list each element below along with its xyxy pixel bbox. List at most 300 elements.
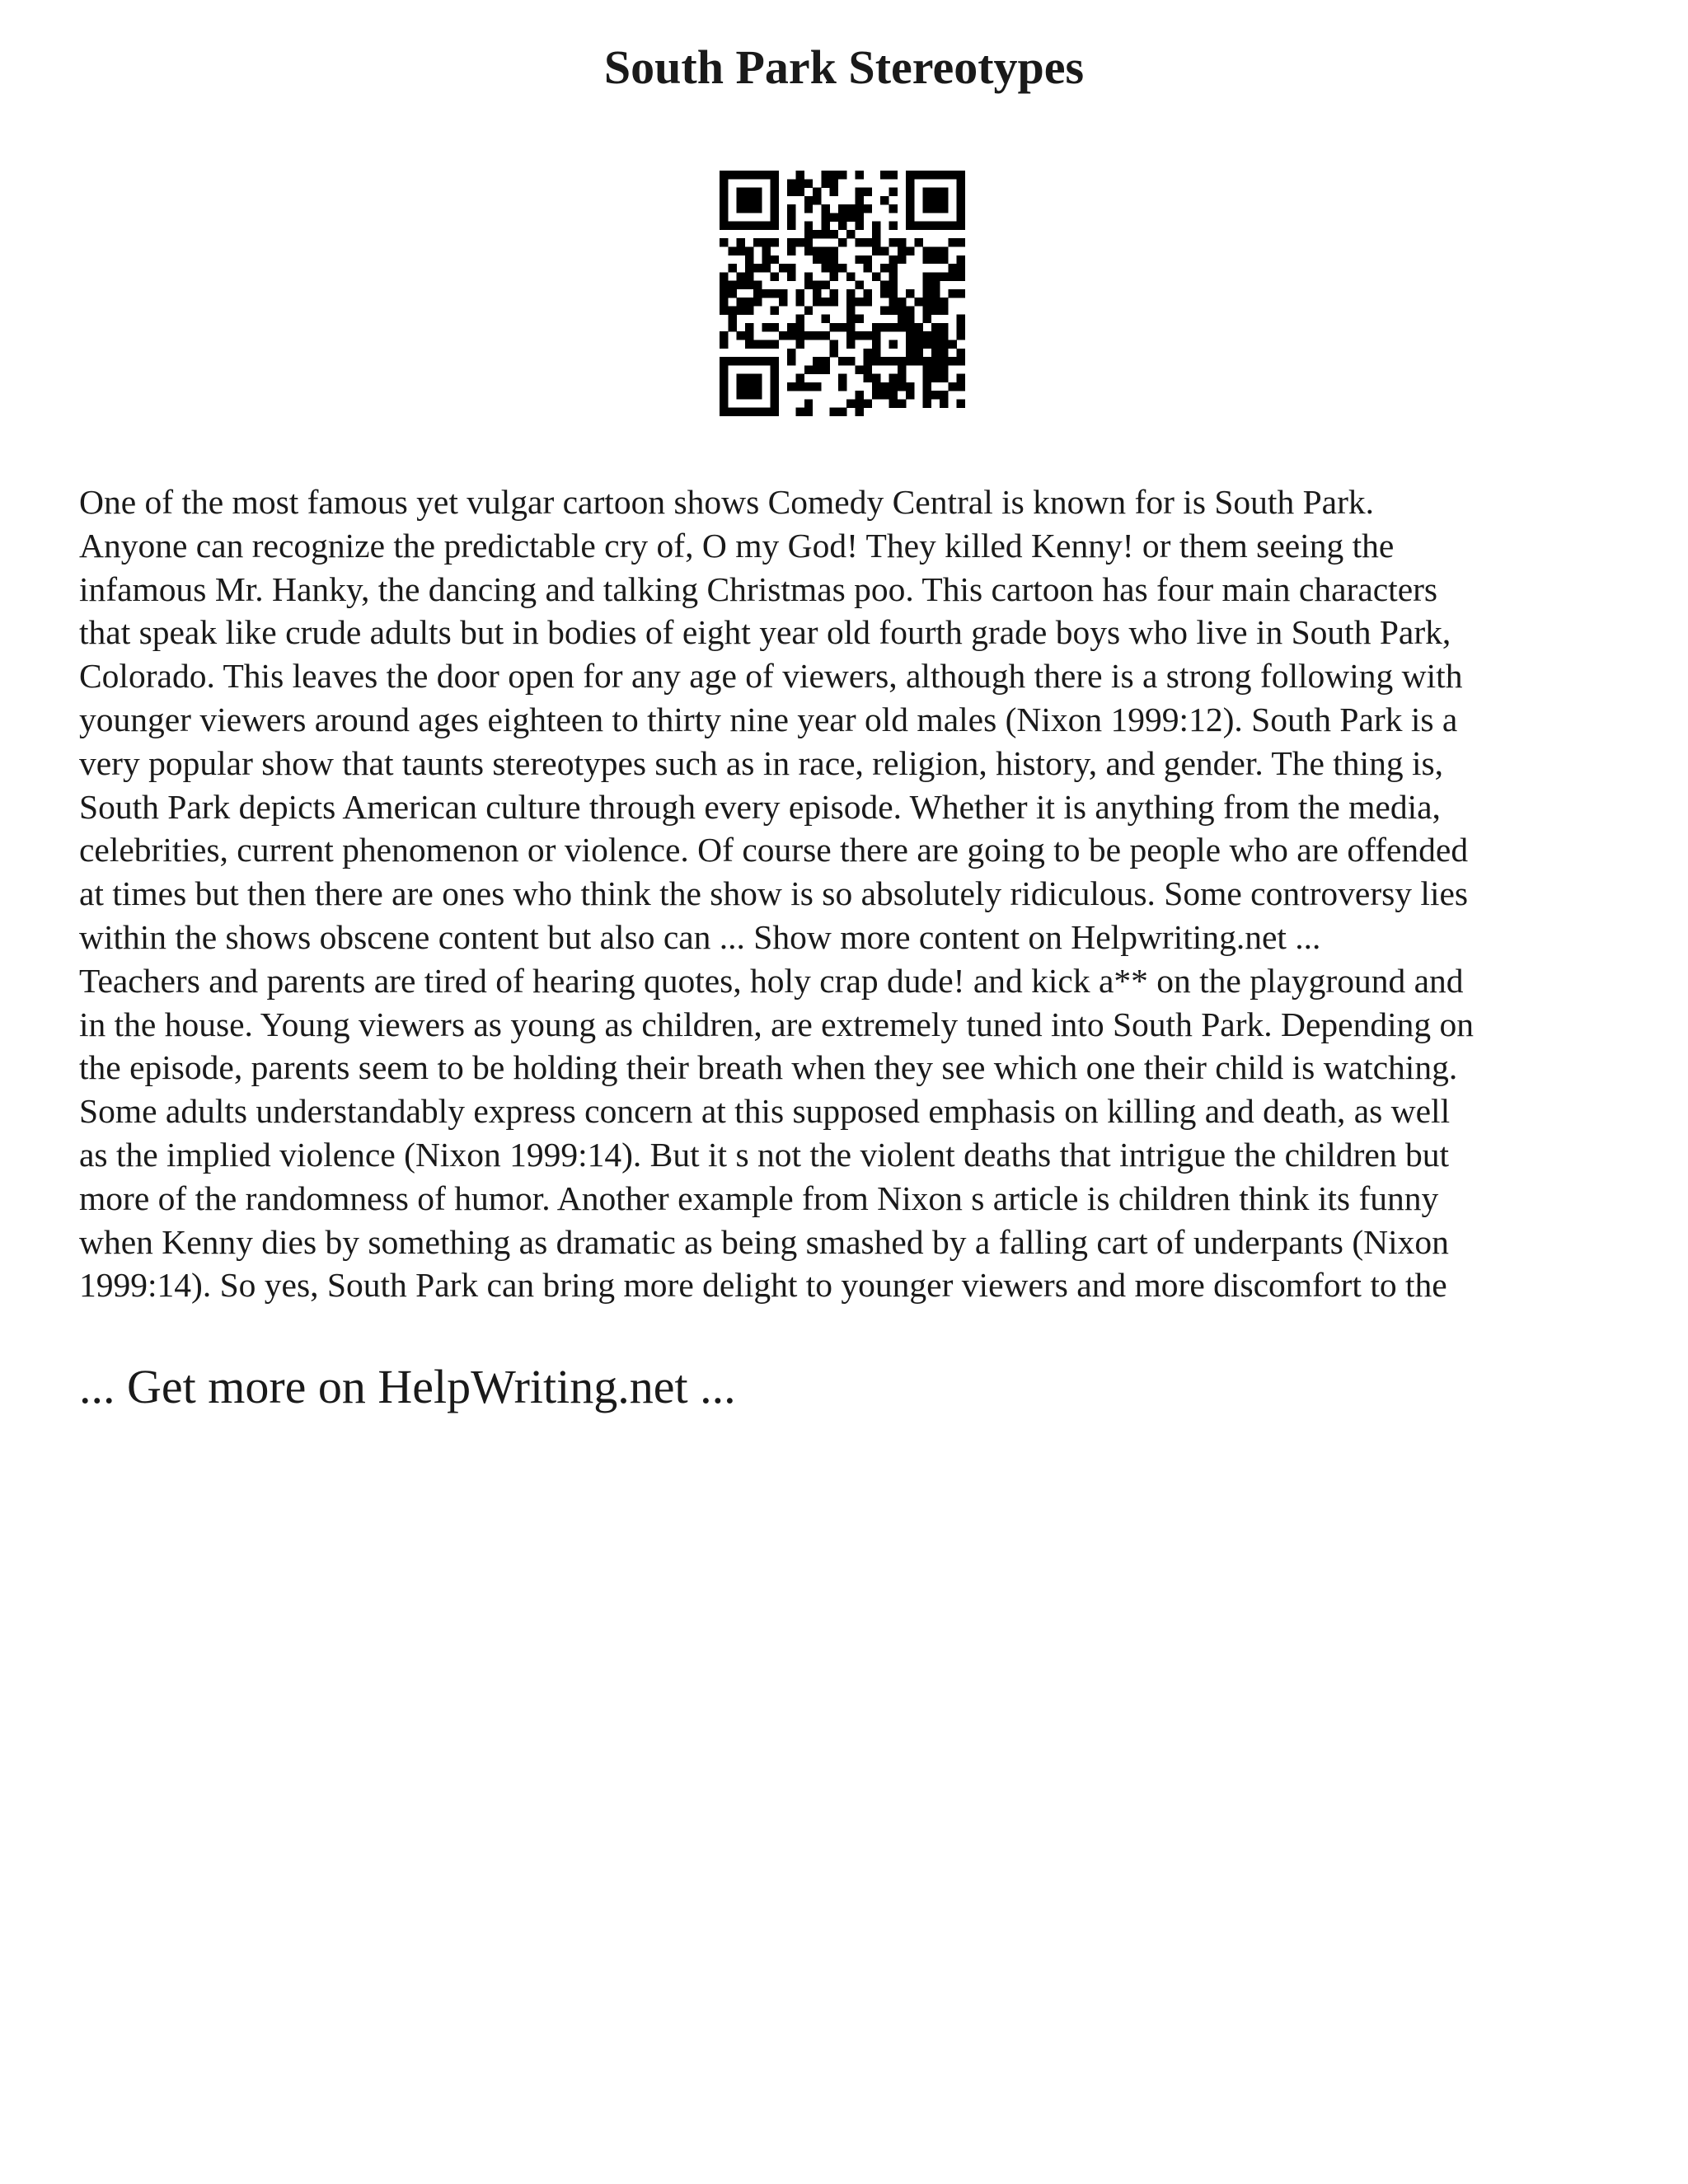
qr-module [898,399,906,407]
qr-module [737,171,745,179]
qr-module [889,272,898,280]
qr-module [830,246,838,255]
qr-module [804,399,813,407]
qr-module [889,357,898,365]
qr-module [846,357,855,365]
qr-module [940,331,948,340]
qr-module [957,179,965,187]
qr-module [923,171,931,179]
qr-module [804,238,813,246]
qr-module [830,298,838,306]
qr-module [728,408,736,416]
qr-module [855,408,863,416]
qr-module [855,222,863,230]
qr-module [804,408,813,416]
qr-module [864,188,872,196]
qr-module [728,357,736,365]
qr-module [753,408,762,416]
qr-module [771,340,779,349]
qr-module [880,246,889,255]
qr-module [957,323,965,331]
qr-module [957,188,965,196]
qr-module [898,374,906,382]
page-title: South Park Stereotypes [603,40,1085,94]
qr-module [745,204,753,213]
qr-module [889,281,898,289]
qr-module [787,179,795,187]
qr-module [864,264,872,272]
qr-module [948,171,956,179]
qr-module [914,331,922,340]
qr-module [906,382,914,391]
qr-module [737,281,745,289]
qr-module [821,357,829,365]
qr-module [931,349,940,357]
qr-module [813,298,821,306]
qr-module [880,281,889,289]
qr-module [880,171,889,179]
qr-module [771,399,779,407]
qr-module [898,298,906,306]
qr-module [864,331,872,340]
qr-module [830,272,838,280]
qr-module [906,188,914,196]
qr-module [889,255,898,264]
qr-module [906,357,914,365]
qr-module [846,272,855,280]
qr-module [720,374,728,382]
essay-line: infamous Mr. Hanky, the dancing and talking Christmas poo. This cartoon has four main characters [79,569,1438,608]
qr-module [821,246,829,255]
qr-module [906,222,914,230]
qr-module [880,382,889,391]
qr-module [795,340,804,349]
qr-module [787,222,795,230]
qr-module [898,255,906,264]
qr-module [880,323,889,331]
qr-module [795,323,804,331]
qr-module [914,357,922,365]
qr-module [846,340,855,349]
qr-module [923,289,931,298]
qr-module [787,264,795,272]
qr-module [957,289,965,298]
qr-module [745,391,753,399]
qr-module [855,196,863,204]
qr-module [855,255,863,264]
qr-module [753,391,762,399]
qr-module [728,246,736,255]
qr-module [771,213,779,221]
qr-module [940,204,948,213]
qr-module [914,340,922,349]
qr-module [906,349,914,357]
qr-module [889,188,898,196]
qr-module [830,230,838,238]
qr-module [795,331,804,340]
qr-module [787,246,795,255]
qr-module [720,391,728,399]
qr-module [838,264,846,272]
qr-module [720,289,728,298]
qr-module [880,196,889,204]
qr-module [957,204,965,213]
qr-module [864,349,872,357]
qr-module [762,323,770,331]
qr-module [948,289,956,298]
essay-line: younger viewers around ages eighteen to thirty nine year old males (Nixon 1999:12). South Park is a [79,700,1458,738]
qr-module [846,331,855,340]
qr-module [864,365,872,373]
qr-module [872,323,880,331]
qr-module [940,365,948,373]
qr-module [931,391,940,399]
qr-module [855,331,863,340]
qr-module [737,331,745,340]
essay-line: within the shows obscene content but also can ... Show more content on Helpwriting.net ... [79,917,1321,956]
qr-module [940,340,948,349]
qr-module [838,382,846,391]
qr-module [906,315,914,323]
qr-module [931,365,940,373]
qr-module [931,331,940,340]
qr-module [855,238,863,246]
qr-module [872,222,880,230]
qr-module [889,238,898,246]
qr-module [923,204,931,213]
qr-module [753,374,762,382]
qr-module [753,264,762,272]
qr-module [923,315,931,323]
qr-module [948,357,956,365]
qr-module [898,357,906,365]
qr-module [737,357,745,365]
qr-code-graphic [720,171,965,416]
qr-module [787,323,795,331]
qr-module [872,391,880,399]
qr-module [906,204,914,213]
qr-module [948,238,956,246]
qr-module [771,357,779,365]
qr-module [762,255,770,264]
qr-module [720,213,728,221]
qr-module [795,238,804,246]
qr-module [838,171,846,179]
qr-module [864,255,872,264]
qr-module [762,238,770,246]
qr-module [745,281,753,289]
qr-module [771,272,779,280]
qr-module [779,331,787,340]
essay-line: 1999:14). So yes, South Park can bring more delight to younger viewers and more discomfort to the [79,1266,1447,1305]
qr-module [872,374,880,382]
qr-module [914,222,922,230]
qr-module [830,255,838,264]
qr-module [948,340,956,349]
qr-module [821,171,829,179]
qr-module [745,306,753,314]
qr-module [771,289,779,298]
qr-module [846,213,855,221]
qr-module [906,246,914,255]
qr-module [931,171,940,179]
qr-module [771,323,779,331]
qr-module [898,306,906,314]
qr-module [923,196,931,204]
qr-module [745,171,753,179]
essay-line: South Park depicts American culture through every episode. Whether it is anything from the media, [79,787,1441,826]
qr-module [923,357,931,365]
qr-module [762,222,770,230]
qr-module [737,238,745,246]
qr-module [813,230,821,238]
qr-module [813,289,821,298]
qr-module [957,382,965,391]
qr-module [804,331,813,340]
qr-module [872,230,880,238]
qr-module [880,264,889,272]
qr-module [931,196,940,204]
qr-module [745,340,753,349]
qr-module [931,323,940,331]
qr-module [762,246,770,255]
qr-module [720,357,728,365]
qr-module [838,204,846,213]
qr-module [846,315,855,323]
qr-module [753,204,762,213]
qr-module [795,408,804,416]
qr-module [720,306,728,314]
qr-module [745,188,753,196]
qr-module [906,213,914,221]
qr-module [830,289,838,298]
qr-module [957,264,965,272]
qr-module [771,391,779,399]
qr-module [838,238,846,246]
qr-module [771,171,779,179]
qr-module [771,408,779,416]
qr-module [838,374,846,382]
qr-module [864,204,872,213]
qr-module [889,340,898,349]
qr-module [771,238,779,246]
qr-module [957,357,965,365]
qr-module [737,246,745,255]
qr-module [787,382,795,391]
qr-module [720,196,728,204]
essay-line: the episode, parents seem to be holding their breath when they see which one their child is watching. [79,1048,1458,1087]
qr-module [838,357,846,365]
qr-module [923,281,931,289]
qr-module [846,230,855,238]
qr-module [931,246,940,255]
qr-module [779,289,787,298]
qr-module [864,289,872,298]
qr-module [906,289,914,298]
qr-module [821,365,829,373]
qr-module [745,331,753,340]
qr-module [771,306,779,314]
qr-module [813,382,821,391]
qr-module [745,246,753,255]
qr-module [821,255,829,264]
qr-module [728,264,736,272]
qr-module [940,272,948,280]
qr-module [940,196,948,204]
essay-line: Anyone can recognize the predictable cry of, O my God! They killed Kenny! or them seeing the [79,526,1395,565]
qr-module [931,289,940,298]
qr-module [846,399,855,407]
essay-line: Teachers and parents are tired of hearing quotes, holy crap dude! and kick a** on the playground and [79,961,1464,1000]
qr-module [906,323,914,331]
qr-module [753,188,762,196]
qr-module [804,230,813,238]
qr-module [771,204,779,213]
qr-module [880,357,889,365]
qr-module [720,298,728,306]
qr-module [762,340,770,349]
qr-module [720,382,728,391]
qr-module [779,298,787,306]
qr-module [821,331,829,340]
qr-module [855,204,863,213]
qr-module [880,306,889,314]
qr-module [720,204,728,213]
qr-module [745,255,753,264]
qr-module [720,281,728,289]
qr-module [923,255,931,264]
qr-module [787,204,795,213]
qr-module [872,357,880,365]
qr-module [923,222,931,230]
qr-module [931,306,940,314]
essay-line: at times but then there are ones who think the show is so absolutely ridiculous. Some controversy lies [79,874,1469,913]
qr-module [737,196,745,204]
qr-module [898,246,906,255]
qr-module [940,255,948,264]
qr-module [923,340,931,349]
qr-module [846,323,855,331]
qr-module [771,196,779,204]
qr-module [906,196,914,204]
qr-module [830,349,838,357]
qr-module [940,171,948,179]
qr-module [830,171,838,179]
qr-module [787,238,795,246]
qr-module [957,272,965,280]
qr-module [813,331,821,340]
qr-module [957,374,965,382]
qr-module [948,272,956,280]
essay-line: that speak like crude adults but in bodies of eight year old fourth grade boys who live in South Park, [79,613,1451,652]
qr-module [771,179,779,187]
qr-module [914,171,922,179]
qr-module [753,298,762,306]
qr-module [906,306,914,314]
qr-module [745,374,753,382]
qr-module [889,222,898,230]
qr-module [846,204,855,213]
qr-module [728,315,736,323]
qr-module [931,298,940,306]
qr-module [906,340,914,349]
qr-module [804,179,813,187]
qr-module [728,281,736,289]
qr-module [720,238,728,246]
qr-module [872,331,880,340]
qr-module [813,281,821,289]
qr-module [813,246,821,255]
qr-module [838,213,846,221]
qr-module [889,374,898,382]
essay-line: Some adults understandably express concern at this supposed emphasis on killing and death, as well [79,1092,1451,1131]
qr-module [898,365,906,373]
qr-module [855,298,863,306]
qr-module [804,281,813,289]
qr-module [855,399,863,407]
qr-module [889,306,898,314]
qr-module [889,171,898,179]
qr-module [795,289,804,298]
qr-module [864,298,872,306]
qr-module [753,171,762,179]
qr-module [923,391,931,399]
qr-module [855,213,863,221]
qr-module [804,272,813,280]
qr-module [957,213,965,221]
qr-module [753,289,762,298]
qr-module [804,246,813,255]
qr-module [957,196,965,204]
qr-module [931,357,940,365]
qr-module [957,222,965,230]
qr-module [889,264,898,272]
qr-module [737,222,745,230]
qr-module [940,298,948,306]
qr-module [762,357,770,365]
qr-code-image [720,171,965,416]
qr-module [940,357,948,365]
qr-module [737,298,745,306]
qr-module [771,374,779,382]
qr-module [795,179,804,187]
qr-module [931,340,940,349]
qr-module [787,188,795,196]
qr-module [906,331,914,340]
qr-module [745,323,753,331]
qr-module [872,246,880,255]
qr-module [795,188,804,196]
qr-module [753,281,762,289]
qr-module [940,391,948,399]
qr-module [745,298,753,306]
qr-module [771,188,779,196]
qr-module [889,382,898,391]
qr-module [771,382,779,391]
get-more-link[interactable]: ... Get more on HelpWriting.net ... [79,1360,736,1413]
qr-module [855,365,863,373]
qr-module [762,264,770,272]
qr-module [771,365,779,373]
qr-module [940,246,948,255]
qr-module [872,238,880,246]
qr-module [753,238,762,246]
qr-module [906,179,914,187]
qr-module [821,179,829,187]
qr-module [830,213,838,221]
qr-module [821,315,829,323]
qr-module [864,238,872,246]
